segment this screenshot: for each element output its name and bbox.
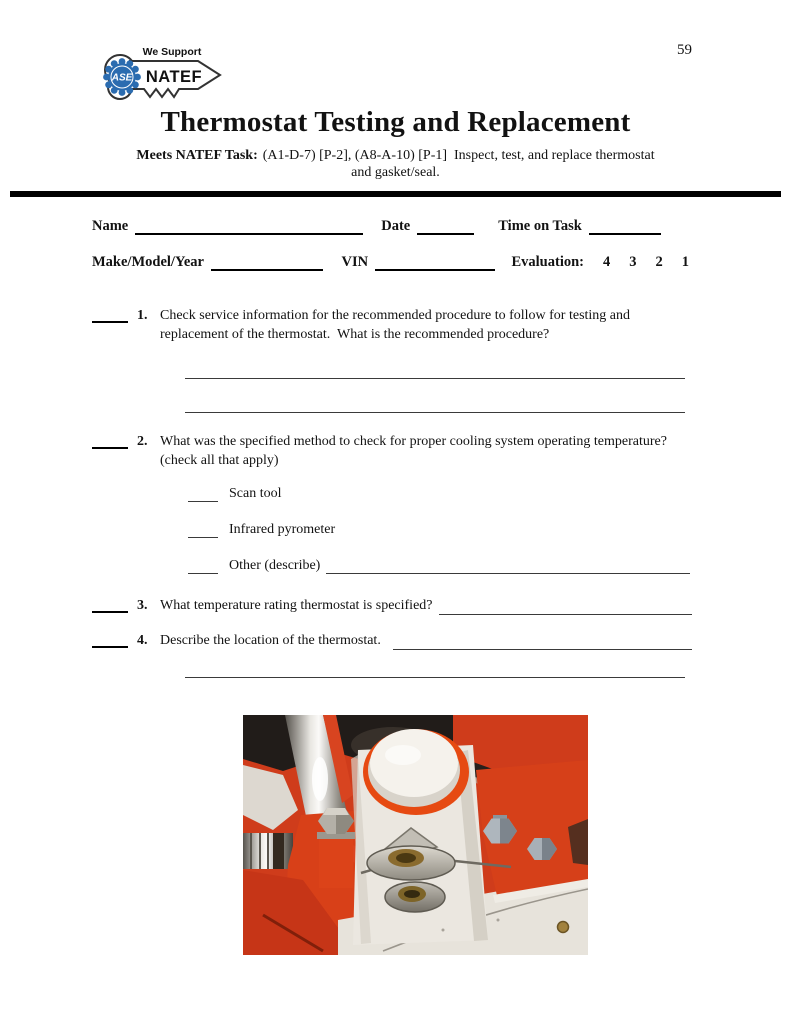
vin-field-line[interactable] (375, 255, 495, 271)
engine-cutaway-illustration (243, 715, 588, 955)
ase-text: ASE (111, 72, 133, 84)
vehicle-info-row (92, 254, 689, 271)
evaluation-option-3[interactable]: 3 (629, 254, 637, 270)
option-infrared-pyrometer-label: Infrared pyrometer (229, 522, 336, 537)
task-text-line2: and gasket/seal. (351, 165, 440, 180)
option-scan-tool (188, 486, 690, 502)
divider-rule (10, 191, 781, 197)
question-3-number: 3. (137, 598, 148, 613)
natef-task-line (0, 147, 791, 181)
question-4-answer-line-2[interactable] (185, 676, 685, 678)
question-4-answer-line-1[interactable] (393, 635, 692, 650)
question-1-answer-line-1[interactable] (185, 377, 685, 379)
option-scan-tool-checkbox[interactable] (188, 488, 218, 502)
question-4-grade-blank[interactable] (92, 631, 128, 648)
question-1-answer-line-2[interactable] (185, 411, 685, 413)
date-label: Date (381, 218, 411, 234)
gold-screw (558, 922, 569, 933)
evaluation-label: Evaluation: (511, 254, 584, 270)
question-1-text: Check service information for the recommended procedure to follow for testing and replacement of the thermostat. What is the recommended procedure? (160, 308, 634, 342)
thermostat-photo (243, 715, 588, 955)
option-other-describe-line[interactable] (326, 559, 690, 574)
option-other-label: Other (describe) (229, 558, 321, 573)
page-title: Thermostat Testing and Replacement (160, 106, 631, 138)
question-3-text: What temperature rating thermostat is specified? (160, 598, 433, 613)
option-other-checkbox[interactable] (188, 560, 218, 574)
make-model-year-field-line[interactable] (211, 255, 324, 271)
question-3-answer-line[interactable] (439, 600, 692, 615)
date-field-line[interactable] (417, 219, 474, 235)
name-label: Name (92, 218, 129, 234)
question-4 (92, 631, 692, 650)
option-infrared-pyrometer-checkbox[interactable] (188, 524, 218, 538)
name-field-line[interactable] (135, 219, 363, 235)
question-3 (92, 596, 692, 615)
time-on-task-field-line[interactable] (589, 219, 661, 235)
question-2-grade-blank[interactable] (92, 432, 128, 449)
question-2-number: 2. (137, 434, 148, 449)
question-3-grade-blank[interactable] (92, 596, 128, 613)
task-label: Meets NATEF Task: (136, 148, 258, 163)
question-4-number: 4. (137, 633, 148, 648)
natef-logo (99, 44, 223, 104)
question-2 (92, 432, 692, 470)
question-2-text: What was the specified method to check for proper cooling system operating temperature? (check all that apply) (160, 434, 674, 468)
evaluation-option-1[interactable]: 1 (681, 254, 689, 270)
question-1-number: 1. (137, 308, 148, 323)
option-scan-tool-label: Scan tool (229, 486, 282, 501)
evaluation-option-4[interactable]: 4 (603, 254, 611, 270)
radiator-cap (363, 729, 469, 815)
natef-text: NATEF (145, 68, 203, 86)
student-info-row (92, 218, 689, 235)
question-1-grade-blank[interactable] (92, 306, 128, 323)
page-number: 59 (677, 42, 692, 58)
vin-label: VIN (341, 254, 369, 270)
option-infrared-pyrometer (188, 522, 690, 538)
make-model-year-label: Make/Model/Year (92, 254, 204, 270)
question-4-text: Describe the location of the thermostat. (160, 633, 381, 648)
option-other (188, 558, 690, 574)
question-1 (92, 306, 692, 344)
time-on-task-label: Time on Task (498, 218, 582, 234)
task-text: (A1-D-7) [P-2], (A8-A-10) [P-1] Inspect, test, and replace thermostat (262, 148, 655, 163)
we-support-text: We Support (142, 46, 202, 58)
evaluation-option-2[interactable]: 2 (655, 254, 663, 270)
natef-key-logo (99, 44, 223, 104)
